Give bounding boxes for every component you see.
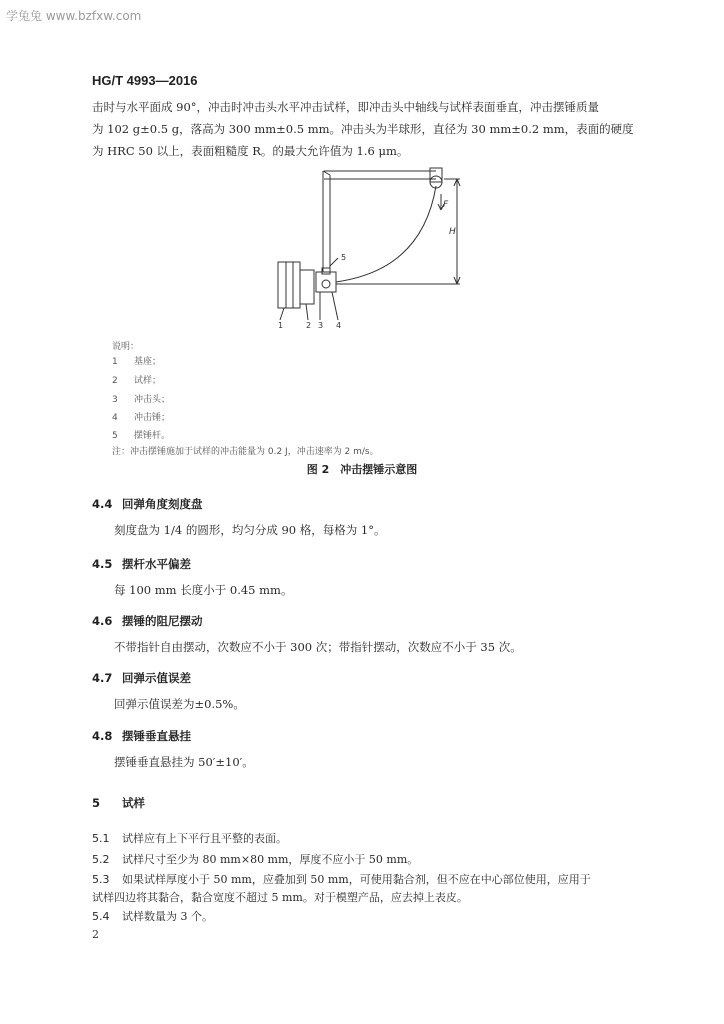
intro-line-2: 为 102 g±0.5 g，落高为 300 mm±0.5 mm。冲击头为半球形，直径为 30 mm±0.2 mm，表面的硬度: [92, 122, 634, 136]
clause-item: [92, 851, 418, 867]
watermark: 学兔兔 www.bzfxw.com: [6, 9, 142, 23]
label-h: H: [449, 227, 456, 237]
label-4: 4: [336, 321, 342, 330]
legend-num: 4: [112, 413, 118, 423]
section-title: 摆锤垂直悬挂: [122, 729, 191, 743]
standard-number: HG/T 4993—2016: [92, 73, 198, 88]
pivot-block: [430, 168, 442, 182]
impact-head: [322, 280, 330, 288]
section-body: 回弹示值误差为±0.5%。: [114, 697, 245, 711]
section-body: 每 100 mm 长度小于 0.45 mm。: [114, 583, 293, 597]
section-number: 4.6: [92, 614, 113, 628]
section-title: 回弹示值误差: [122, 671, 191, 685]
swing-arc: [336, 186, 436, 282]
section-body: 不带指针自由摆动，次数应不小于 300 次；带指针摆动，次数应不小于 35 次。: [114, 640, 522, 654]
section-heading: [92, 670, 191, 686]
chapter-heading: [92, 795, 145, 811]
legend-num: 3: [112, 395, 118, 405]
page-number: 2: [92, 928, 99, 941]
section-heading: [92, 496, 203, 512]
legend-item: [112, 410, 170, 423]
legend-text: 基座；: [134, 357, 162, 367]
label-1: 1: [278, 321, 284, 330]
section-number: 4.7: [92, 671, 113, 685]
intro-line-3: 为 HRC 50 以上，表面粗糙度 R。的最大允许值为 1.6 μm。: [92, 144, 409, 158]
legend-item: [112, 354, 161, 367]
figure-caption: 图 2 冲击摆锤示意图: [306, 463, 418, 476]
legend-text: 冲击头；: [134, 395, 171, 405]
specimen-block: [300, 270, 314, 304]
section-body: 摆锤垂直悬挂为 50′±10′。: [114, 755, 254, 769]
clause-text: 试样应有上下平行且平整的表面。: [122, 832, 287, 845]
chapter-number: 5: [92, 796, 101, 810]
clause-item: [92, 830, 287, 846]
base-block: [278, 262, 300, 308]
legend-text: 摆锤杆。: [134, 431, 171, 441]
label-5: 5: [341, 253, 347, 262]
hammer-block: [316, 272, 336, 292]
legend-text: 试样；: [134, 376, 162, 386]
label-2: 2: [306, 321, 312, 330]
legend-title: 说明：: [112, 342, 140, 352]
clause-text: 如果试样厚度小于 50 mm，应叠加到 50 mm，可使用黏合剂，但不应在中心部位使用，应用于: [122, 873, 591, 886]
section-number: 4.4: [92, 497, 113, 511]
section-heading: [92, 613, 203, 629]
legend-num: 1: [112, 357, 118, 367]
figure-note: 注：冲击摆锤施加于试样的冲击能量为 0.2 J，冲击速率为 2 m/s。: [112, 447, 379, 457]
section-title: 回弹角度刻度盘: [122, 497, 203, 511]
section-heading: [92, 556, 191, 572]
section-number: 4.8: [92, 729, 113, 743]
clause-text: 试样尺寸至少为 80 mm×80 mm，厚度不应小于 50 mm。: [122, 853, 419, 866]
section-title: 摆锤的阻尼摆动: [122, 614, 203, 628]
legend-num: 5: [112, 431, 118, 441]
legend-text: 冲击锤；: [134, 413, 171, 423]
chapter-title: 试样: [122, 796, 145, 810]
section-number: 4.5: [92, 557, 113, 571]
section-body: 刻度盘为 1/4 的圆形，均匀分成 90 格，每格为 1°。: [114, 523, 386, 537]
clause-item: [92, 871, 591, 887]
legend-item: [112, 373, 161, 386]
clause-number: 5.1: [92, 832, 110, 845]
intro-line-1: 击时与水平面成 90°，冲击时冲击头水平冲击试样，即冲击头中轴线与试样表面垂直，冲击摆锤质量: [92, 100, 600, 114]
section-heading: [92, 728, 191, 744]
clause-text: 试样数量为 3 个。: [122, 910, 213, 923]
clause-number: 5.4: [92, 910, 110, 923]
label-f: F: [443, 200, 449, 210]
legend-num: 2: [112, 376, 118, 386]
clause-continuation: 试样四边将其黏合，黏合宽度不超过 5 mm。对于模塑产品，应去掉上表皮。: [92, 891, 468, 904]
clause-number: 5.3: [92, 873, 110, 886]
label-3: 3: [318, 321, 324, 330]
legend-item: [112, 392, 170, 405]
clause-item: [92, 908, 213, 924]
clause-number: 5.2: [92, 853, 110, 866]
section-title: 摆杆水平偏差: [122, 557, 191, 571]
pendulum-diagram: [260, 160, 480, 336]
legend-item: [112, 428, 170, 441]
